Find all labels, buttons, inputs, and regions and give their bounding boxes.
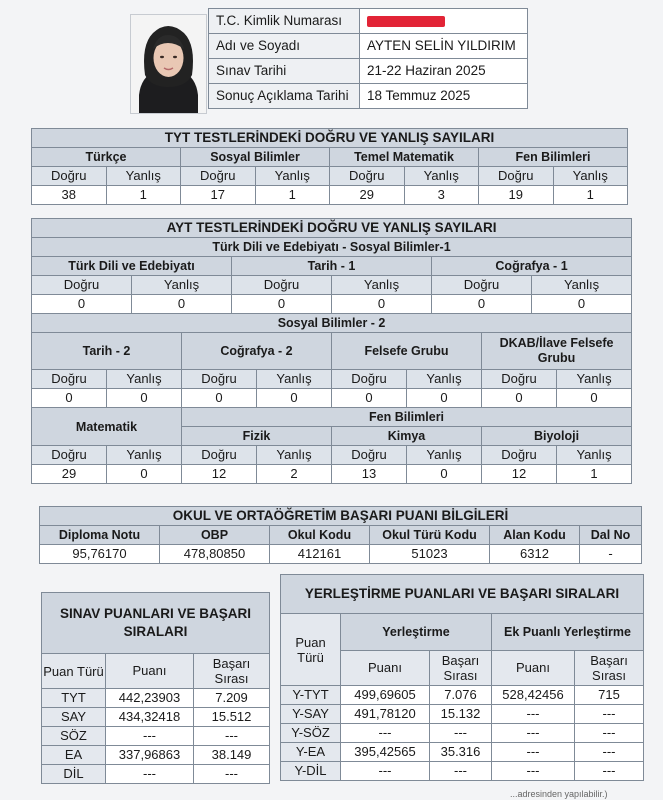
ayt-value: 0 xyxy=(332,389,407,408)
yanlis-label: Yanlış xyxy=(106,167,181,186)
okul-value: 51023 xyxy=(370,545,490,564)
identity-label: Sınav Tarihi xyxy=(209,59,360,84)
yanlis-label: Yanlış xyxy=(532,276,632,295)
tyt-table xyxy=(31,128,628,205)
ayt-value: 0 xyxy=(32,295,132,314)
sira-value: 15.132 xyxy=(430,705,492,724)
ayt-subject: Coğrafya - 1 xyxy=(432,257,632,276)
yanlis-label: Yanlış xyxy=(107,370,182,389)
ayt-value: 0 xyxy=(107,389,182,408)
ek-sira-value: --- xyxy=(575,743,644,762)
tyt-dogru-value: 17 xyxy=(181,186,256,205)
col-puani: Puanı xyxy=(492,651,575,686)
sira-value: --- xyxy=(194,765,270,784)
sira-value: --- xyxy=(194,727,270,746)
ayt-value: 0 xyxy=(432,295,532,314)
yanlis-label: Yanlış xyxy=(404,167,479,186)
candidate-photo xyxy=(130,14,207,114)
ek-puan-value: --- xyxy=(492,705,575,724)
yer-title: YERLEŞTİRME PUANLARI VE BAŞARI SIRALARI xyxy=(281,575,644,614)
col-basari-sirasi: Başarı Sırası xyxy=(430,651,492,686)
okul-header: Okul Kodu xyxy=(270,526,370,545)
dogru-label: Doğru xyxy=(181,167,256,186)
yanlis-label: Yanlış xyxy=(553,167,628,186)
puan-turu: Y-EA xyxy=(281,743,341,762)
ayt-subject: Tarih - 2 xyxy=(32,333,182,370)
sinav-puanlari-table xyxy=(41,592,270,784)
ayt-value: 12 xyxy=(482,465,557,484)
ayt-value: 12 xyxy=(182,465,257,484)
okul-title: OKUL VE ORTAÖĞRETİM BAŞARI PUANI BİLGİLERİ xyxy=(40,507,642,526)
col-basari-sirasi: Başarı Sırası xyxy=(194,654,270,689)
ayt-value: 1 xyxy=(557,465,632,484)
tyt-subject: Sosyal Bilimler xyxy=(181,148,330,167)
yerlestirme-table xyxy=(280,574,644,781)
ek-puan-value: --- xyxy=(492,743,575,762)
dogru-label: Doğru xyxy=(330,167,405,186)
okul-value: 6312 xyxy=(490,545,580,564)
col-puani: Puanı xyxy=(106,654,194,689)
ek-puanli-header: Ek Puanlı Yerleştirme xyxy=(492,614,644,651)
ayt-value: 0 xyxy=(532,295,632,314)
sira-value: 7.076 xyxy=(430,686,492,705)
ayt-subject: Türk Dili ve Edebiyatı xyxy=(32,257,232,276)
tyt-subject: Temel Matematik xyxy=(330,148,479,167)
ayt-value: 0 xyxy=(132,295,232,314)
sira-value: --- xyxy=(430,762,492,781)
dogru-label: Doğru xyxy=(432,276,532,295)
dogru-label: Doğru xyxy=(32,276,132,295)
puan-turu: SÖZ xyxy=(42,727,106,746)
ayt-subject: Fizik xyxy=(182,427,332,446)
dogru-label: Doğru xyxy=(32,446,107,465)
ayt-subject: Kimya xyxy=(332,427,482,446)
ayt-value: 0 xyxy=(257,389,332,408)
ayt-subject: Coğrafya - 2 xyxy=(182,333,332,370)
tyt-yanlis-value: 1 xyxy=(553,186,628,205)
ayt-fen-title: Fen Bilimleri xyxy=(182,408,632,427)
yanlis-label: Yanlış xyxy=(332,276,432,295)
ayt-value: 29 xyxy=(32,465,107,484)
puan-value: 442,23903 xyxy=(106,689,194,708)
ayt-table xyxy=(31,218,632,484)
ayt-value: 0 xyxy=(332,295,432,314)
puan-value: --- xyxy=(106,727,194,746)
yanlis-label: Yanlış xyxy=(257,370,332,389)
yerlestirme-header: Yerleştirme xyxy=(341,614,492,651)
col-puani: Puanı xyxy=(341,651,430,686)
ayt-value: 2 xyxy=(257,465,332,484)
puan-value: 499,69605 xyxy=(341,686,430,705)
ayt-subject: DKAB/İlave Felsefe Grubu xyxy=(482,333,632,370)
tyt-dogru-value: 19 xyxy=(479,186,554,205)
ayt-value: 0 xyxy=(32,389,107,408)
ek-sira-value: --- xyxy=(575,705,644,724)
puan-turu: EA xyxy=(42,746,106,765)
ayt-subject-matematik: Matematik xyxy=(32,408,182,446)
identity-label: Adı ve Soyadı xyxy=(209,34,360,59)
puan-turu: Y-SÖZ xyxy=(281,724,341,743)
ayt-title: AYT TESTLERİNDEKİ DOĞRU VE YANLIŞ SAYILARI xyxy=(32,219,632,238)
identity-label: Sonuç Açıklama Tarihi xyxy=(209,84,360,109)
dogru-label: Doğru xyxy=(482,370,557,389)
puan-turu: DİL xyxy=(42,765,106,784)
okul-value: 478,80850 xyxy=(160,545,270,564)
identity-row xyxy=(209,34,528,59)
redaction-mark xyxy=(367,16,445,27)
dogru-label: Doğru xyxy=(232,276,332,295)
tyt-yanlis-value: 1 xyxy=(255,186,330,205)
ek-puan-value: --- xyxy=(492,724,575,743)
identity-table xyxy=(208,8,528,109)
identity-value: 18 Temmuz 2025 xyxy=(360,84,528,109)
okul-header: Alan Kodu xyxy=(490,526,580,545)
ek-puan-value: --- xyxy=(492,762,575,781)
sira-value: 38.149 xyxy=(194,746,270,765)
ek-sira-value: 715 xyxy=(575,686,644,705)
puan-turu: Y-TYT xyxy=(281,686,341,705)
okul-header: Diploma Notu xyxy=(40,526,160,545)
puan-value: 395,42565 xyxy=(341,743,430,762)
ek-puan-value: 528,42456 xyxy=(492,686,575,705)
sinav-title: SINAV PUANLARI VE BAŞARI SIRALARI xyxy=(42,593,270,654)
ayt-value: 0 xyxy=(182,389,257,408)
tyt-subject: Fen Bilimleri xyxy=(479,148,628,167)
sira-value: --- xyxy=(430,724,492,743)
identity-value: AYTEN SELİN YILDIRIM xyxy=(360,34,528,59)
dogru-label: Doğru xyxy=(479,167,554,186)
ayt-subject: Tarih - 1 xyxy=(232,257,432,276)
okul-header: OBP xyxy=(160,526,270,545)
identity-row xyxy=(209,84,528,109)
puan-value: --- xyxy=(341,762,430,781)
yanlis-label: Yanlış xyxy=(132,276,232,295)
puan-turu: SAY xyxy=(42,708,106,727)
yanlis-label: Yanlış xyxy=(255,167,330,186)
col-basari-sirasi: Başarı Sırası xyxy=(575,651,644,686)
ayt-group-title: Türk Dili ve Edebiyatı - Sosyal Bilimler-1 xyxy=(32,238,632,257)
ayt-subject: Felsefe Grubu xyxy=(332,333,482,370)
ayt-value: 13 xyxy=(332,465,407,484)
yanlis-label: Yanlış xyxy=(257,446,332,465)
puan-turu: TYT xyxy=(42,689,106,708)
yanlis-label: Yanlış xyxy=(557,370,632,389)
sira-value: 15.512 xyxy=(194,708,270,727)
dogru-label: Doğru xyxy=(332,446,407,465)
tyt-yanlis-value: 1 xyxy=(106,186,181,205)
dogru-label: Doğru xyxy=(182,446,257,465)
identity-value: 21-22 Haziran 2025 xyxy=(360,59,528,84)
identity-label: T.C. Kimlik Numarası xyxy=(209,9,360,34)
identity-row xyxy=(209,9,528,34)
puan-value: 491,78120 xyxy=(341,705,430,724)
ayt-value: 0 xyxy=(107,465,182,484)
ayt-value: 0 xyxy=(407,465,482,484)
identity-row xyxy=(209,59,528,84)
okul-table xyxy=(39,506,642,564)
footer-note: ...adresinden yapılabilir.) xyxy=(510,789,608,799)
sira-value: 35.316 xyxy=(430,743,492,762)
tyt-subject: Türkçe xyxy=(32,148,181,167)
ayt-value: 0 xyxy=(557,389,632,408)
yanlis-label: Yanlış xyxy=(407,370,482,389)
ayt-value: 0 xyxy=(482,389,557,408)
tyt-yanlis-value: 3 xyxy=(404,186,479,205)
puan-value: 337,96863 xyxy=(106,746,194,765)
okul-header: Okul Türü Kodu xyxy=(370,526,490,545)
ayt-value: 0 xyxy=(407,389,482,408)
ek-sira-value: --- xyxy=(575,762,644,781)
identity-value-redacted xyxy=(360,9,528,34)
ayt-group-title: Sosyal Bilimler - 2 xyxy=(32,314,632,333)
dogru-label: Doğru xyxy=(332,370,407,389)
puan-value: --- xyxy=(341,724,430,743)
dogru-label: Doğru xyxy=(182,370,257,389)
tyt-title: TYT TESTLERİNDEKİ DOĞRU VE YANLIŞ SAYILARI xyxy=(32,129,628,148)
ek-sira-value: --- xyxy=(575,724,644,743)
tyt-dogru-value: 38 xyxy=(32,186,107,205)
yanlis-label: Yanlış xyxy=(407,446,482,465)
puan-value: 434,32418 xyxy=(106,708,194,727)
puan-turu: Y-SAY xyxy=(281,705,341,724)
okul-value: - xyxy=(580,545,642,564)
yanlis-label: Yanlış xyxy=(557,446,632,465)
ayt-subject: Biyoloji xyxy=(482,427,632,446)
sira-value: 7.209 xyxy=(194,689,270,708)
dogru-label: Doğru xyxy=(32,370,107,389)
yanlis-label: Yanlış xyxy=(107,446,182,465)
col-puan-turu: Puan Türü xyxy=(281,614,341,686)
col-puan-turu: Puan Türü xyxy=(42,654,106,689)
dogru-label: Doğru xyxy=(482,446,557,465)
dogru-label: Doğru xyxy=(32,167,107,186)
tyt-dogru-value: 29 xyxy=(330,186,405,205)
okul-header: Dal No xyxy=(580,526,642,545)
okul-value: 95,76170 xyxy=(40,545,160,564)
puan-value: --- xyxy=(106,765,194,784)
okul-value: 412161 xyxy=(270,545,370,564)
puan-turu: Y-DİL xyxy=(281,762,341,781)
ayt-value: 0 xyxy=(232,295,332,314)
